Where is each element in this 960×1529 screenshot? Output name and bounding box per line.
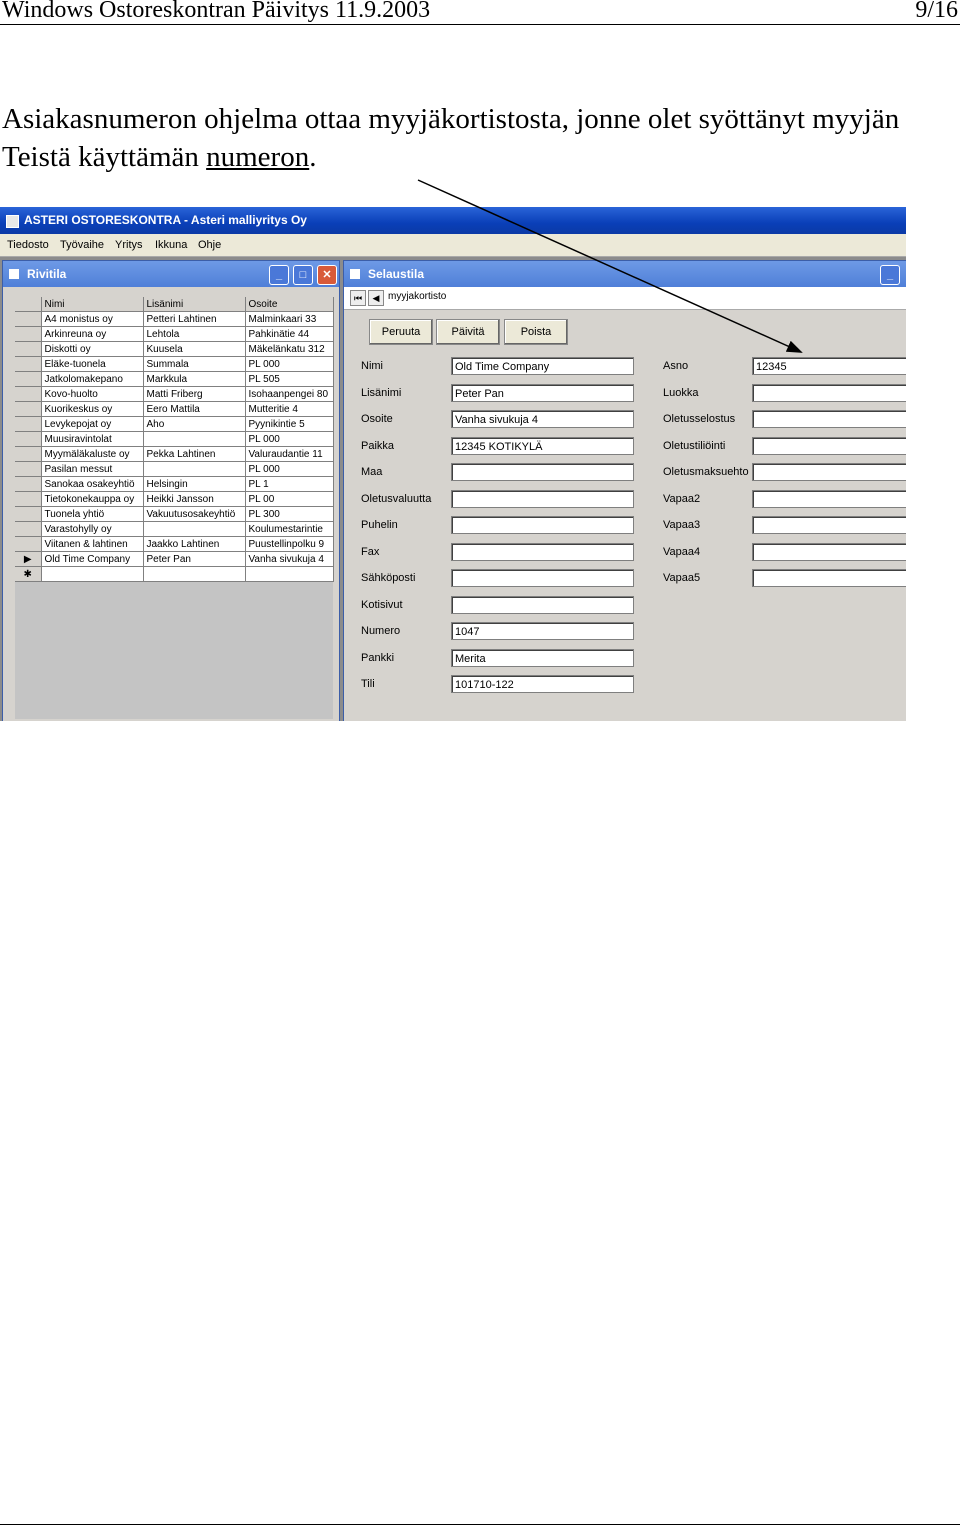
field-label: Vapaa3 xyxy=(663,519,701,531)
table-cell[interactable]: Kovo-huolto xyxy=(41,387,143,402)
intro-end: . xyxy=(309,141,317,173)
table-cell[interactable]: Kuorikeskus oy xyxy=(41,402,143,417)
previous-record-icon[interactable]: ◀ xyxy=(368,290,384,306)
table-cell[interactable]: Heikki Jansson xyxy=(143,492,245,507)
field-input[interactable]: 101710-122 xyxy=(451,675,634,693)
table-cell[interactable]: PL 00 xyxy=(245,492,333,507)
table-cell[interactable]: Isohaanpengei 80 xyxy=(245,387,333,402)
table-cell[interactable]: Old Time Company xyxy=(41,552,143,567)
table-cell[interactable]: Markkula xyxy=(143,372,245,387)
menu-yritys[interactable]: Yritys xyxy=(115,239,143,251)
maximize-icon[interactable]: □ xyxy=(293,265,313,285)
field-input[interactable]: 1047 xyxy=(451,622,634,640)
column-header[interactable]: Nimi xyxy=(41,297,143,312)
app-title: ASTERI OSTORESKONTRA - Asteri malliyritys Oy xyxy=(24,213,307,227)
new-row-marker[interactable]: ✱ xyxy=(15,567,41,582)
field-input[interactable]: Vanha sivukuja 4 xyxy=(451,410,634,428)
field-label: Maa xyxy=(361,466,383,478)
field-label: Tili xyxy=(361,678,375,690)
menu-tiedosto[interactable]: Tiedosto xyxy=(7,239,49,251)
rivitila-title: Rivitila xyxy=(27,267,67,281)
menu-tyovaihe[interactable]: Työvaihe xyxy=(60,239,105,251)
field-input[interactable]: 12345 xyxy=(752,357,906,375)
poista-button[interactable]: Poista xyxy=(504,319,568,345)
field-label: Sähköposti xyxy=(361,572,416,584)
table-cell[interactable]: Puustellinpolku 9 xyxy=(245,537,333,552)
field-label: Luokka xyxy=(663,386,699,399)
field-label: Puhelin xyxy=(361,519,398,531)
table-cell[interactable]: Helsingin xyxy=(143,477,245,492)
table-cell[interactable]: Summala xyxy=(143,357,245,372)
field-input[interactable]: Peter Pan xyxy=(451,384,634,402)
current-row-marker[interactable]: ▶ xyxy=(15,552,41,567)
table-cell[interactable]: PL 505 xyxy=(245,372,333,387)
menu-ohje[interactable]: Ohje xyxy=(198,239,222,251)
field-label: Asno xyxy=(663,360,689,372)
table-cell[interactable]: Sanokaa osakeyhtiö xyxy=(41,477,143,492)
table-cell[interactable]: Viitanen & lahtinen xyxy=(41,537,143,552)
navigator-label: myyjakortisto xyxy=(388,291,447,302)
table-cell[interactable]: Matti Friberg xyxy=(143,387,245,402)
table-cell[interactable]: Vanha sivukuja 4 xyxy=(245,552,333,567)
paivita-button[interactable]: Päivitä xyxy=(436,319,500,345)
field-label: Vapaa2 xyxy=(663,492,701,505)
table-cell[interactable]: Eläke-tuonela xyxy=(41,357,143,372)
table-cell[interactable]: PL 300 xyxy=(245,507,333,522)
field-input[interactable]: Old Time Company xyxy=(451,357,634,375)
field-label: Oletusvaluutta xyxy=(361,492,432,505)
table-cell[interactable]: Eero Mattila xyxy=(143,402,245,417)
table-cell[interactable]: Petteri Lahtinen xyxy=(143,312,245,327)
field-label: Vapaa4 xyxy=(663,545,701,558)
table-cell[interactable]: Vakuutusosakeyhtiö xyxy=(143,507,245,522)
close-icon[interactable]: ✕ xyxy=(317,265,337,285)
column-header[interactable]: Lisänimi xyxy=(143,297,245,312)
table-cell[interactable]: Koulumestarintie xyxy=(245,522,333,537)
table-cell[interactable]: Myymäläkaluste oy xyxy=(41,447,143,462)
table-cell[interactable]: Peter Pan xyxy=(143,552,245,567)
table-cell[interactable]: Pasilan messut xyxy=(41,462,143,477)
table-cell[interactable]: Jatkolomakepano xyxy=(41,372,143,387)
table-cell[interactable]: Mutteritie 4 xyxy=(245,402,333,417)
footer-rule xyxy=(0,1524,960,1525)
field-label: Fax xyxy=(361,545,380,558)
table-cell[interactable]: Jaakko Lahtinen xyxy=(143,537,245,552)
peruuta-button[interactable]: Peruuta xyxy=(369,319,433,345)
table-cell[interactable]: Pyynikintie 5 xyxy=(245,417,333,432)
table-cell[interactable]: Valuraudantie 11 xyxy=(245,447,333,462)
field-label: Oletusselostus xyxy=(663,413,736,425)
table-cell[interactable]: Arkinreuna oy xyxy=(41,327,143,342)
table-cell[interactable]: PL 000 xyxy=(245,357,333,372)
table-cell[interactable]: Varastohylly oy xyxy=(41,522,143,537)
field-label: Nimi xyxy=(361,360,383,372)
field-label: Vapaa5 xyxy=(663,572,701,584)
column-header[interactable]: Osoite xyxy=(245,297,333,312)
table-cell[interactable]: PL 000 xyxy=(245,462,333,477)
field-label: Kotisivut xyxy=(361,598,403,611)
field-input[interactable]: 12345 KOTIKYLÄ xyxy=(451,437,634,455)
intro-underlined-word: numeron xyxy=(206,141,310,173)
first-record-icon[interactable]: ⏮ xyxy=(350,290,366,306)
table-cell[interactable]: Diskotti oy xyxy=(41,342,143,357)
field-label: Numero xyxy=(361,625,401,637)
table-cell[interactable]: Tuonela yhtiö xyxy=(41,507,143,522)
menu-ikkuna[interactable]: Ikkuna xyxy=(155,239,188,251)
selaustila-title: Selaustila xyxy=(368,267,425,281)
page-number: 9/16 xyxy=(915,0,958,23)
table-cell[interactable]: PL 000 xyxy=(245,432,333,447)
table-cell[interactable]: Aho xyxy=(143,417,245,432)
table-cell[interactable]: Pahkinätie 44 xyxy=(245,327,333,342)
field-input[interactable]: Merita xyxy=(451,649,634,667)
field-label: Oletustiliöinti xyxy=(663,439,726,452)
arrow-line xyxy=(418,180,801,352)
annotation-arrow xyxy=(0,0,960,400)
table-cell[interactable]: Kuusela xyxy=(143,342,245,357)
field-label: Lisänimi xyxy=(361,386,402,399)
minimize-icon[interactable]: _ xyxy=(880,265,900,285)
field-label: Paikka xyxy=(361,439,395,452)
table-cell[interactable]: Muusiravintolat xyxy=(41,432,143,447)
minimize-icon[interactable]: _ xyxy=(269,265,289,285)
table-cell[interactable]: Pekka Lahtinen xyxy=(143,447,245,462)
field-label: Osoite xyxy=(361,413,393,425)
table-cell[interactable]: Mäkelänkatu 312 xyxy=(245,342,333,357)
document-title: Windows Ostoreskontran Päivitys 11.9.2003 xyxy=(2,0,431,23)
table-cell[interactable]: A4 monistus oy xyxy=(41,312,143,327)
field-label: Pankki xyxy=(361,651,395,664)
intro-text: Asiakasnumeron ohjelma ottaa myyjäkortistosta, jonne olet syöttänyt myyjän Teistä käyttämän xyxy=(2,103,900,173)
table-cell[interactable]: Malminkaari 33 xyxy=(245,312,333,327)
table-cell[interactable]: Tietokonekauppa oy xyxy=(41,492,143,507)
table-cell[interactable]: Lehtola xyxy=(143,327,245,342)
table-cell[interactable]: Levykepojat oy xyxy=(41,417,143,432)
table-cell[interactable]: PL 1 xyxy=(245,477,333,492)
field-label: Oletusmaksuehto xyxy=(663,466,749,478)
